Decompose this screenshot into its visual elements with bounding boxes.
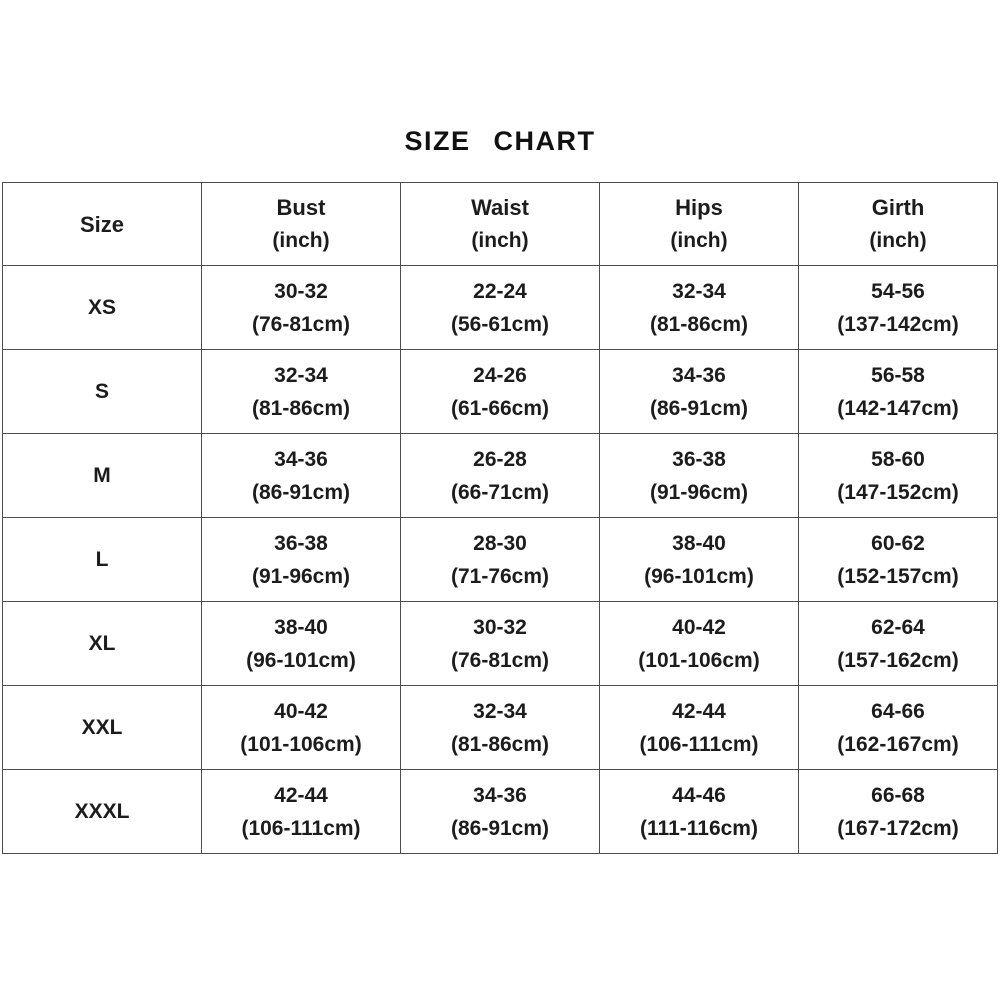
- size-cell: L: [3, 518, 202, 602]
- cm-range: (76-81cm): [251, 312, 351, 336]
- hips-cell: [600, 770, 799, 854]
- cm-range: (101-106cm): [638, 648, 760, 672]
- cm-range: (106-111cm): [241, 816, 361, 840]
- cm-range: (81-86cm): [450, 732, 550, 756]
- girth-cell: [799, 350, 998, 434]
- table-row-xxl: [3, 686, 998, 770]
- waist-cell: [401, 770, 600, 854]
- inch-range: 28-30: [473, 531, 527, 555]
- inch-range: 30-32: [274, 279, 328, 303]
- size-cell: M: [3, 434, 202, 518]
- girth-cell: [799, 770, 998, 854]
- waist-cell: [401, 518, 600, 602]
- bust-cell: [202, 518, 401, 602]
- inch-range: 56-58: [871, 363, 925, 387]
- cm-range: (111-116cm): [640, 816, 758, 840]
- table-row-xxxl: [3, 770, 998, 854]
- table-header: [3, 183, 998, 266]
- inch-range: 32-34: [473, 699, 527, 723]
- size-cell: XXXL: [3, 770, 202, 854]
- waist-cell: [401, 686, 600, 770]
- table-row-xl: [3, 602, 998, 686]
- inch-range: 60-62: [871, 531, 925, 555]
- inch-range: 66-68: [871, 783, 925, 807]
- size-cell: S: [3, 350, 202, 434]
- inch-range: 54-56: [871, 279, 925, 303]
- inch-range: 44-46: [672, 783, 726, 807]
- cm-range: (106-111cm): [639, 732, 759, 756]
- column-header-unit: (inch): [471, 229, 529, 252]
- waist-cell: [401, 350, 600, 434]
- column-header-unit: (inch): [869, 229, 927, 252]
- inch-range: 62-64: [871, 615, 925, 639]
- column-header-label: Size: [79, 211, 125, 237]
- inch-range: 36-38: [274, 531, 328, 555]
- column-header-unit: (inch): [670, 229, 728, 252]
- size-cell: XS: [3, 266, 202, 350]
- inch-range: 34-36: [672, 363, 726, 387]
- inch-range: 32-34: [274, 363, 328, 387]
- cm-range: (91-96cm): [649, 480, 749, 504]
- table-row-l: [3, 518, 998, 602]
- cm-range: (76-81cm): [450, 648, 550, 672]
- cm-range: (91-96cm): [251, 564, 351, 588]
- inch-range: 40-42: [274, 699, 328, 723]
- inch-range: 32-34: [672, 279, 726, 303]
- header-row: [3, 183, 998, 266]
- inch-range: 42-44: [274, 783, 328, 807]
- column-header-size: [3, 183, 202, 266]
- girth-cell: [799, 266, 998, 350]
- size-cell: XXL: [3, 686, 202, 770]
- table-row-s: [3, 350, 998, 434]
- size-chart-table: [2, 182, 998, 854]
- cm-range: (71-76cm): [450, 564, 550, 588]
- column-header-label: Bust: [276, 195, 326, 220]
- cm-range: (147-152cm): [837, 480, 959, 504]
- inch-range: 42-44: [672, 699, 726, 723]
- waist-cell: [401, 266, 600, 350]
- inch-range: 30-32: [473, 615, 527, 639]
- cm-range: (142-147cm): [837, 396, 959, 420]
- cm-range: (167-172cm): [837, 816, 959, 840]
- inch-range: 58-60: [871, 447, 925, 471]
- cm-range: (86-91cm): [649, 396, 749, 420]
- bust-cell: [202, 350, 401, 434]
- cm-range: (152-157cm): [837, 564, 959, 588]
- size-cell: XL: [3, 602, 202, 686]
- girth-cell: [799, 686, 998, 770]
- cm-range: (157-162cm): [837, 648, 959, 672]
- cm-range: (61-66cm): [450, 396, 550, 420]
- inch-range: 38-40: [274, 615, 328, 639]
- column-header-label: Girth: [871, 195, 925, 220]
- cm-range: (137-142cm): [837, 312, 959, 336]
- cm-range: (81-86cm): [251, 396, 351, 420]
- girth-cell: [799, 518, 998, 602]
- cm-range: (162-167cm): [837, 732, 959, 756]
- inch-range: 40-42: [672, 615, 726, 639]
- bust-cell: [202, 686, 401, 770]
- cm-range: (96-101cm): [246, 648, 356, 672]
- column-header-hips: [600, 183, 799, 266]
- column-header-unit: (inch): [272, 229, 330, 252]
- inch-range: 22-24: [473, 279, 527, 303]
- bust-cell: [202, 266, 401, 350]
- bust-cell: [202, 434, 401, 518]
- inch-range: 26-28: [473, 447, 527, 471]
- cm-range: (86-91cm): [450, 816, 550, 840]
- page-title: SIZE CHART: [404, 126, 596, 156]
- hips-cell: [600, 350, 799, 434]
- hips-cell: [600, 434, 799, 518]
- table-body: [3, 266, 998, 854]
- column-header-girth: [799, 183, 998, 266]
- cm-range: (81-86cm): [649, 312, 749, 336]
- hips-cell: [600, 266, 799, 350]
- bust-cell: [202, 770, 401, 854]
- cm-range: (56-61cm): [450, 312, 550, 336]
- inch-range: 36-38: [672, 447, 726, 471]
- inch-range: 34-36: [274, 447, 328, 471]
- column-header-waist: [401, 183, 600, 266]
- table-row-xs: [3, 266, 998, 350]
- cm-range: (101-106cm): [240, 732, 362, 756]
- inch-range: 64-66: [871, 699, 925, 723]
- cm-range: (66-71cm): [450, 480, 550, 504]
- cm-range: (96-101cm): [644, 564, 754, 588]
- cm-range: (86-91cm): [251, 480, 351, 504]
- hips-cell: [600, 686, 799, 770]
- table-row-m: [3, 434, 998, 518]
- column-header-label: Hips: [675, 195, 723, 220]
- hips-cell: [600, 518, 799, 602]
- bust-cell: [202, 602, 401, 686]
- column-header-bust: [202, 183, 401, 266]
- waist-cell: [401, 602, 600, 686]
- girth-cell: [799, 434, 998, 518]
- inch-range: 24-26: [473, 363, 527, 387]
- waist-cell: [401, 434, 600, 518]
- inch-range: 34-36: [473, 783, 527, 807]
- girth-cell: [799, 602, 998, 686]
- column-header-label: Waist: [471, 195, 529, 220]
- hips-cell: [600, 602, 799, 686]
- inch-range: 38-40: [672, 531, 726, 555]
